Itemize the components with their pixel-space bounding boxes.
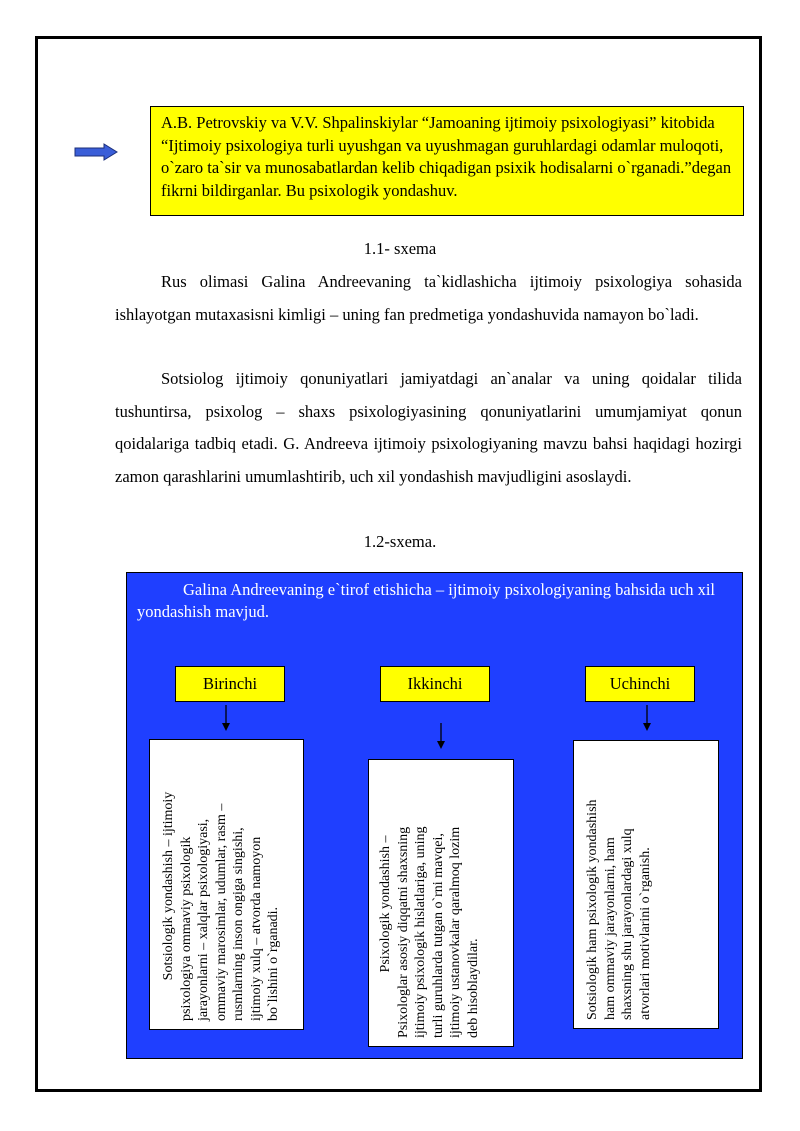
- label-birinchi: [175, 666, 285, 702]
- approach-box-psychological: [368, 759, 514, 1047]
- caption-1-1: 1.1- sxema: [363, 239, 437, 258]
- paragraph-2: Sotsiolog ijtimoiy qonuniyatlari jamiyatdagi an`analar va uning qoidalar tilida tushuntirsa, psixolog – shaxs psixologiyasining qonuniyatlarini umumjamiyat qonun qoidalariga tadbiq etadi. G. Andreeva ijtimoiy psixologiyaning mavzu bahsi haqidagi hozirgi zamon qarashlarini umumlashtirib, uch xil yondashish mavjudligini asoslaydi.: [115, 369, 742, 486]
- diagram-title: Galina Andreevaning e`tirof etishicha – ijtimoiy psixologiyaning bahsida uch xil yondashish mavjud.: [137, 580, 716, 621]
- approach-text-sociological: Sotsiologik yondashish – ijtimoiy psixologiya ommaviy psixologik jarayonlarni – xalqlar psixologiyasi, ommaviy marosimlar, udumlar, rasm – rusmlarning inson ongiga singishi, ijtimoiy xulq – atvorda namoyon bo`lishini o`rganadi.: [161, 791, 281, 1021]
- approach-box-sociological: [149, 739, 304, 1030]
- label-ikkinchi: [380, 666, 490, 702]
- right-arrow-icon: [74, 143, 118, 161]
- label-uchinchi-text: Uchinchi: [609, 674, 671, 693]
- down-arrow-icon: [221, 705, 231, 731]
- approach-text-psychological: Psixologik yondashish – Psixologlar asosiy diqqatni shaxsning ijtimoiy psixologik hislatlariga, uning turli guruhlarda tutgan o`rni mavqei, ijtimoiy ustanovkalar qaralmoq lozim deb hisoblaydilar.: [378, 826, 481, 1038]
- definition-box: [150, 106, 744, 216]
- label-ikkinchi-text: Ikkinchi: [407, 674, 463, 693]
- label-birinchi-text: Birinchi: [202, 674, 258, 693]
- down-arrow-icon: [436, 723, 446, 749]
- approaches-diagram: [126, 572, 743, 1059]
- paragraph-1: Rus olimasi Galina Andreevaning ta`kidlashicha ijtimoiy psixologiya sohasida ishlayotgan mutaxasisni kimligi – uning fan predmetiga yondashuvida namayon bo`ladi.: [115, 272, 742, 324]
- caption-1-2: 1.2-sxema.: [363, 532, 437, 551]
- label-uchinchi: [585, 666, 695, 702]
- approach-box-combined: [573, 740, 719, 1029]
- definition-text: A.B. Petrovskiy va V.V. Shpalinskiylar “Jamoaning ijtimoiy psixologiyasi” kitobida “Ijtimoiy psixologiya turli uyushgan va uyushmagan guruhlardagi odamlar muloqoti, o`zaro ta`sir va munosabatlardan kelib chiqadigan psixik hodisalarni o`rganadi.”degan fikrni bildirganlar. Bu psixologik yondashuv.: [161, 113, 732, 200]
- approach-text-combined: Sotsiologik ham psixologik yondashish ham ommaviy jarayonlarni, ham shaxsning shu jarayonlardagi xulq atvorlari motivlarini o`rganish.: [585, 799, 653, 1020]
- down-arrow-icon: [642, 705, 652, 731]
